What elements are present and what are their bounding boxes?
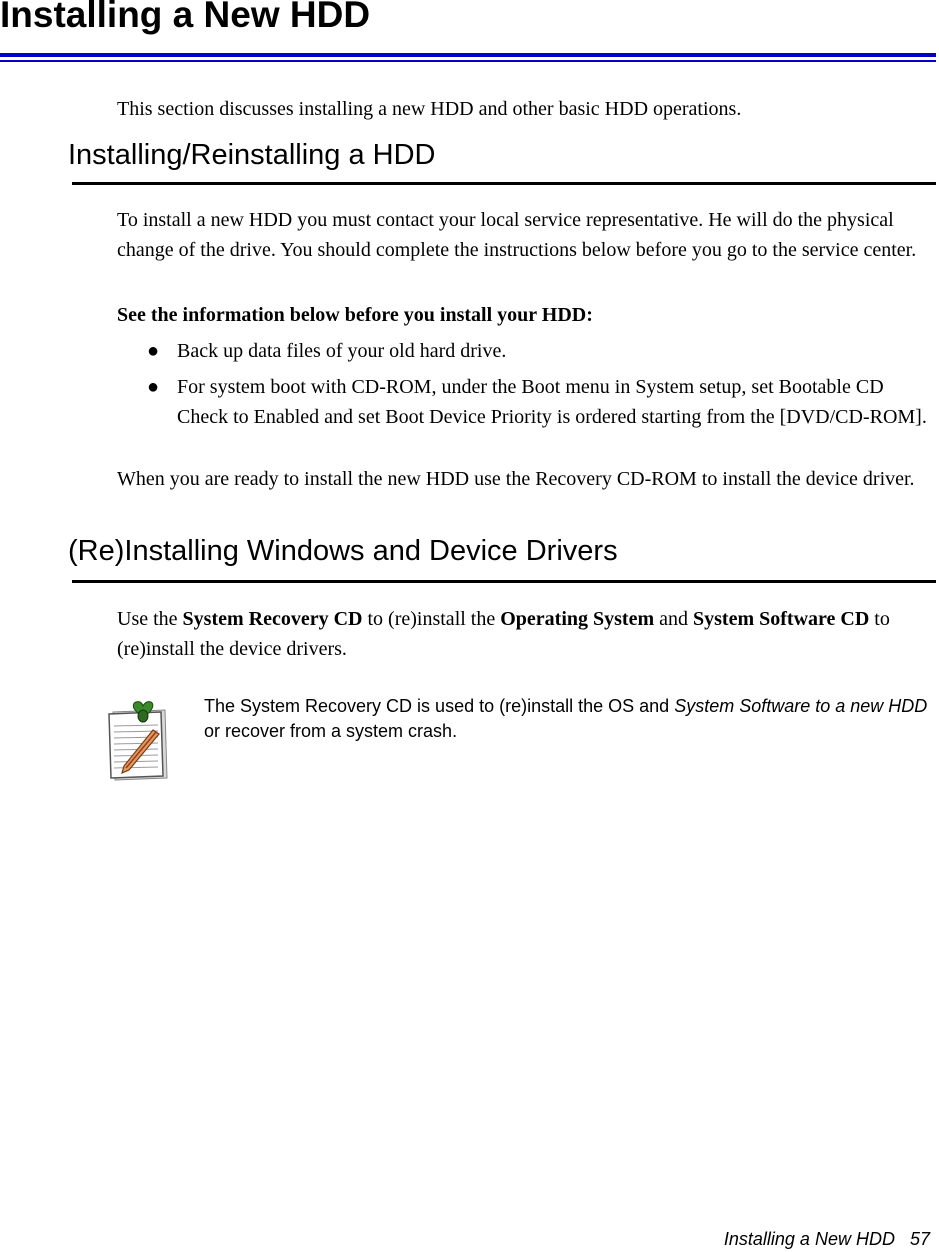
section-heading-installing: Installing/Reinstalling a HDD — [68, 139, 436, 171]
page-number: 57 — [909, 1229, 930, 1249]
section-rule-installing — [72, 182, 936, 185]
system-software-cd-term: System Software CD — [693, 608, 870, 630]
text-run: The System Recovery CD is used to (re)install the OS and — [204, 696, 675, 716]
chapter-intro: This section discusses installing a new HDD and other basic HDD operations. — [117, 98, 742, 120]
system-software-term: System Software to a new HDD — [674, 696, 928, 716]
note-text — [204, 694, 934, 744]
text-run: to (re)install the — [362, 608, 501, 630]
text-run: or recover from a system crash. — [204, 721, 458, 741]
recovery-cd-paragraph: When you are ready to install the new HDD use the Recovery CD-ROM to install the device driver. — [117, 468, 915, 490]
text-run: and — [654, 608, 694, 630]
page-footer — [724, 1229, 930, 1250]
bullet-icon: ● — [147, 376, 160, 398]
text-run: Use the — [117, 608, 183, 630]
reinstall-paragraph — [117, 604, 935, 664]
section-rule-reinstalling — [72, 580, 936, 583]
system-recovery-cd-term: System Recovery CD — [182, 608, 363, 630]
title-rule-thick — [0, 53, 936, 57]
install-instructions-paragraph: To install a new HDD you must contact your local service representative. He will do the physical change of the drive. You should complete the instructions below before you go to the service center. — [117, 209, 917, 261]
list-item-text: For system boot with CD-ROM, under the Boot menu in System setup, set Bootable CD Check to Enabled and set Boot Device Priority is ordered starting from the [DVD/CD-ROM]. — [177, 376, 927, 428]
footer-running-title: Installing a New HDD — [723, 1229, 895, 1249]
title-rule-thin — [0, 60, 936, 62]
section-heading-reinstalling: (Re)Installing Windows and Device Drivers — [68, 535, 618, 567]
bullet-icon: ● — [147, 340, 160, 362]
before-install-lead: See the information below before you install your HDD: — [117, 304, 593, 326]
chapter-title: Installing a New HDD — [0, 0, 371, 35]
text-run: to (re)install the device drivers. — [117, 608, 890, 660]
notepad-pencil-icon — [107, 696, 169, 782]
list-item-text: Back up data files of your old hard drive. — [177, 340, 507, 362]
operating-system-term: Operating System — [500, 608, 655, 630]
